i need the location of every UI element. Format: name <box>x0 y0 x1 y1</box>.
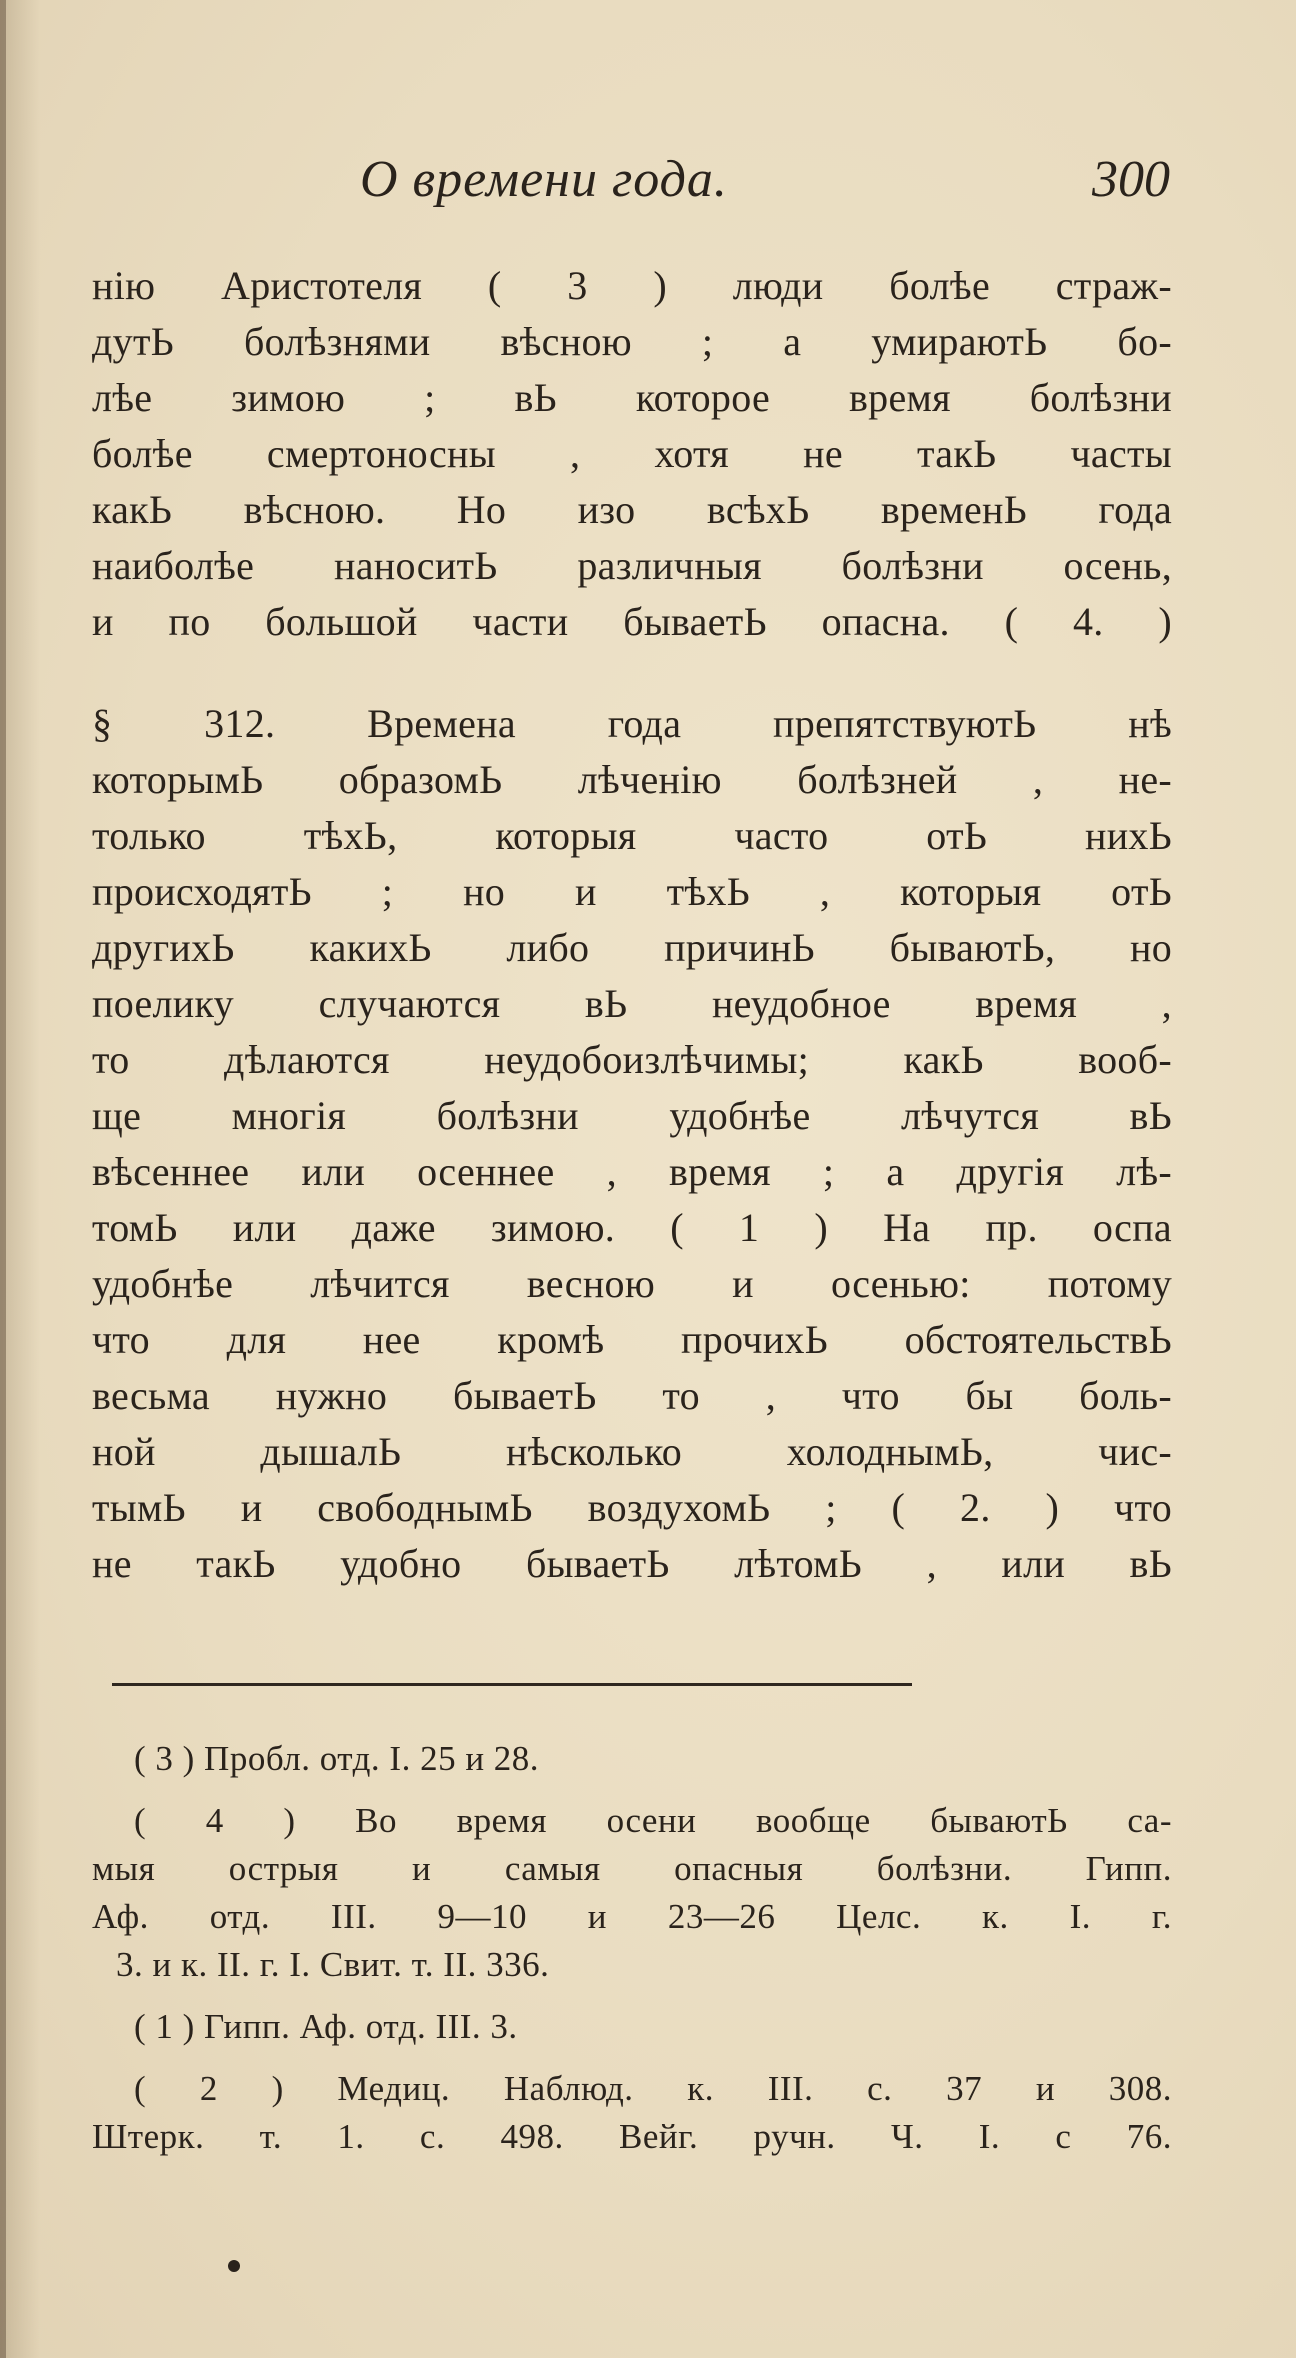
text-line: болѣе смертоносны , хотя не такЬ часты <box>92 431 1172 476</box>
text-line: дутЬ болѣзнями вѣсною ; а умираютЬ бо- <box>92 319 1172 364</box>
page-number: 300 <box>1092 151 1170 208</box>
footnote-line: ( 1 ) Гипп. Аф. отд. III. 3. <box>134 2007 518 2046</box>
text-line: другихЬ какихЬ либо причинЬ бываютЬ, но <box>92 925 1172 970</box>
text-line: наиболѣе наноситЬ различныя болѣзни осень, <box>92 543 1172 588</box>
text-line: томЬ или даже зимою. ( 1 ) На пр. оспа <box>92 1205 1172 1250</box>
page-binding-edge <box>0 0 6 2358</box>
footnote-gap <box>92 1783 1172 1797</box>
footnotes <box>92 1735 1172 2161</box>
text-line: весьма нужно бываетЬ то , что бы боль- <box>92 1373 1172 1418</box>
footnote-line: ( 4 ) Во время осени вообще бываютЬ са- <box>134 1801 1172 1840</box>
text-line: не такЬ удобно бываетЬ лѣтомЬ , или вЬ <box>92 1541 1172 1586</box>
text-line: только тѣхЬ, которыя часто отЬ нихЬ <box>92 813 1172 858</box>
text-line: нію Аристотеля ( 3 ) люди болѣе страж- <box>92 263 1172 308</box>
ink-speck <box>228 2260 240 2272</box>
footnote-line: ( 2 ) Медиц. Наблюд. к. III. с. 37 и 308. <box>134 2069 1172 2108</box>
footnote-divider <box>112 1683 912 1686</box>
running-title: О времени года. <box>360 151 728 208</box>
text-line: что для нее кромѣ прочихЬ обстоятельствЬ <box>92 1317 1172 1362</box>
text-line: ной дышалЬ нѣсколько холоднымЬ, чис- <box>92 1429 1172 1474</box>
main-text <box>92 258 1172 1592</box>
text-line: то дѣлаются неудобоизлѣчимы; какЬ вооб- <box>92 1037 1172 1082</box>
text-line: и по большой части бываетЬ опасна. ( 4. ) <box>92 599 1172 644</box>
page-header <box>360 150 1170 230</box>
text-line: тымЬ и свободнымЬ воздухомЬ ; ( 2. ) что <box>92 1485 1172 1530</box>
text-line: удобнѣе лѣчится весною и осенью: потому <box>92 1261 1172 1306</box>
text-line: ще многія болѣзни удобнѣе лѣчутся вЬ <box>92 1093 1172 1138</box>
footnote-line: мыя острыя и самыя опасныя болѣзни. Гипп. <box>92 1849 1172 1888</box>
text-line: вѣсеннее или осеннее , время ; а другія лѣ- <box>92 1149 1172 1194</box>
footnote-line: Штерк. т. 1. с. 498. Вейг. ручн. Ч. I. с 76. <box>92 2117 1172 2156</box>
footnote-line: ( 3 ) Пробл. отд. I. 25 и 28. <box>134 1739 540 1778</box>
footnote-line: Аф. отд. III. 9—10 и 23—26 Целс. к. I. г. <box>92 1897 1172 1936</box>
text-line: поелику случаются вЬ неудобное время , <box>92 981 1172 1026</box>
footnote-gap <box>92 2051 1172 2065</box>
footnote-line: 3. и к. II. г. I. Свит. т. II. 336. <box>116 1945 550 1984</box>
paragraph-gap <box>92 650 1172 696</box>
footnote-gap <box>92 1989 1172 2003</box>
text-line: происходятЬ ; но и тѣхЬ , которыя отЬ <box>92 869 1172 914</box>
text-line: лѣе зимою ; вЬ которое время болѣзни <box>92 375 1172 420</box>
text-line: какЬ вѣсною. Но изо всѣхЬ временЬ года <box>92 487 1172 532</box>
text-line: § 312. Времена года препятствуютЬ нѣ <box>92 701 1172 746</box>
text-line: которымЬ образомЬ лѣченію болѣзней , не- <box>92 757 1172 802</box>
